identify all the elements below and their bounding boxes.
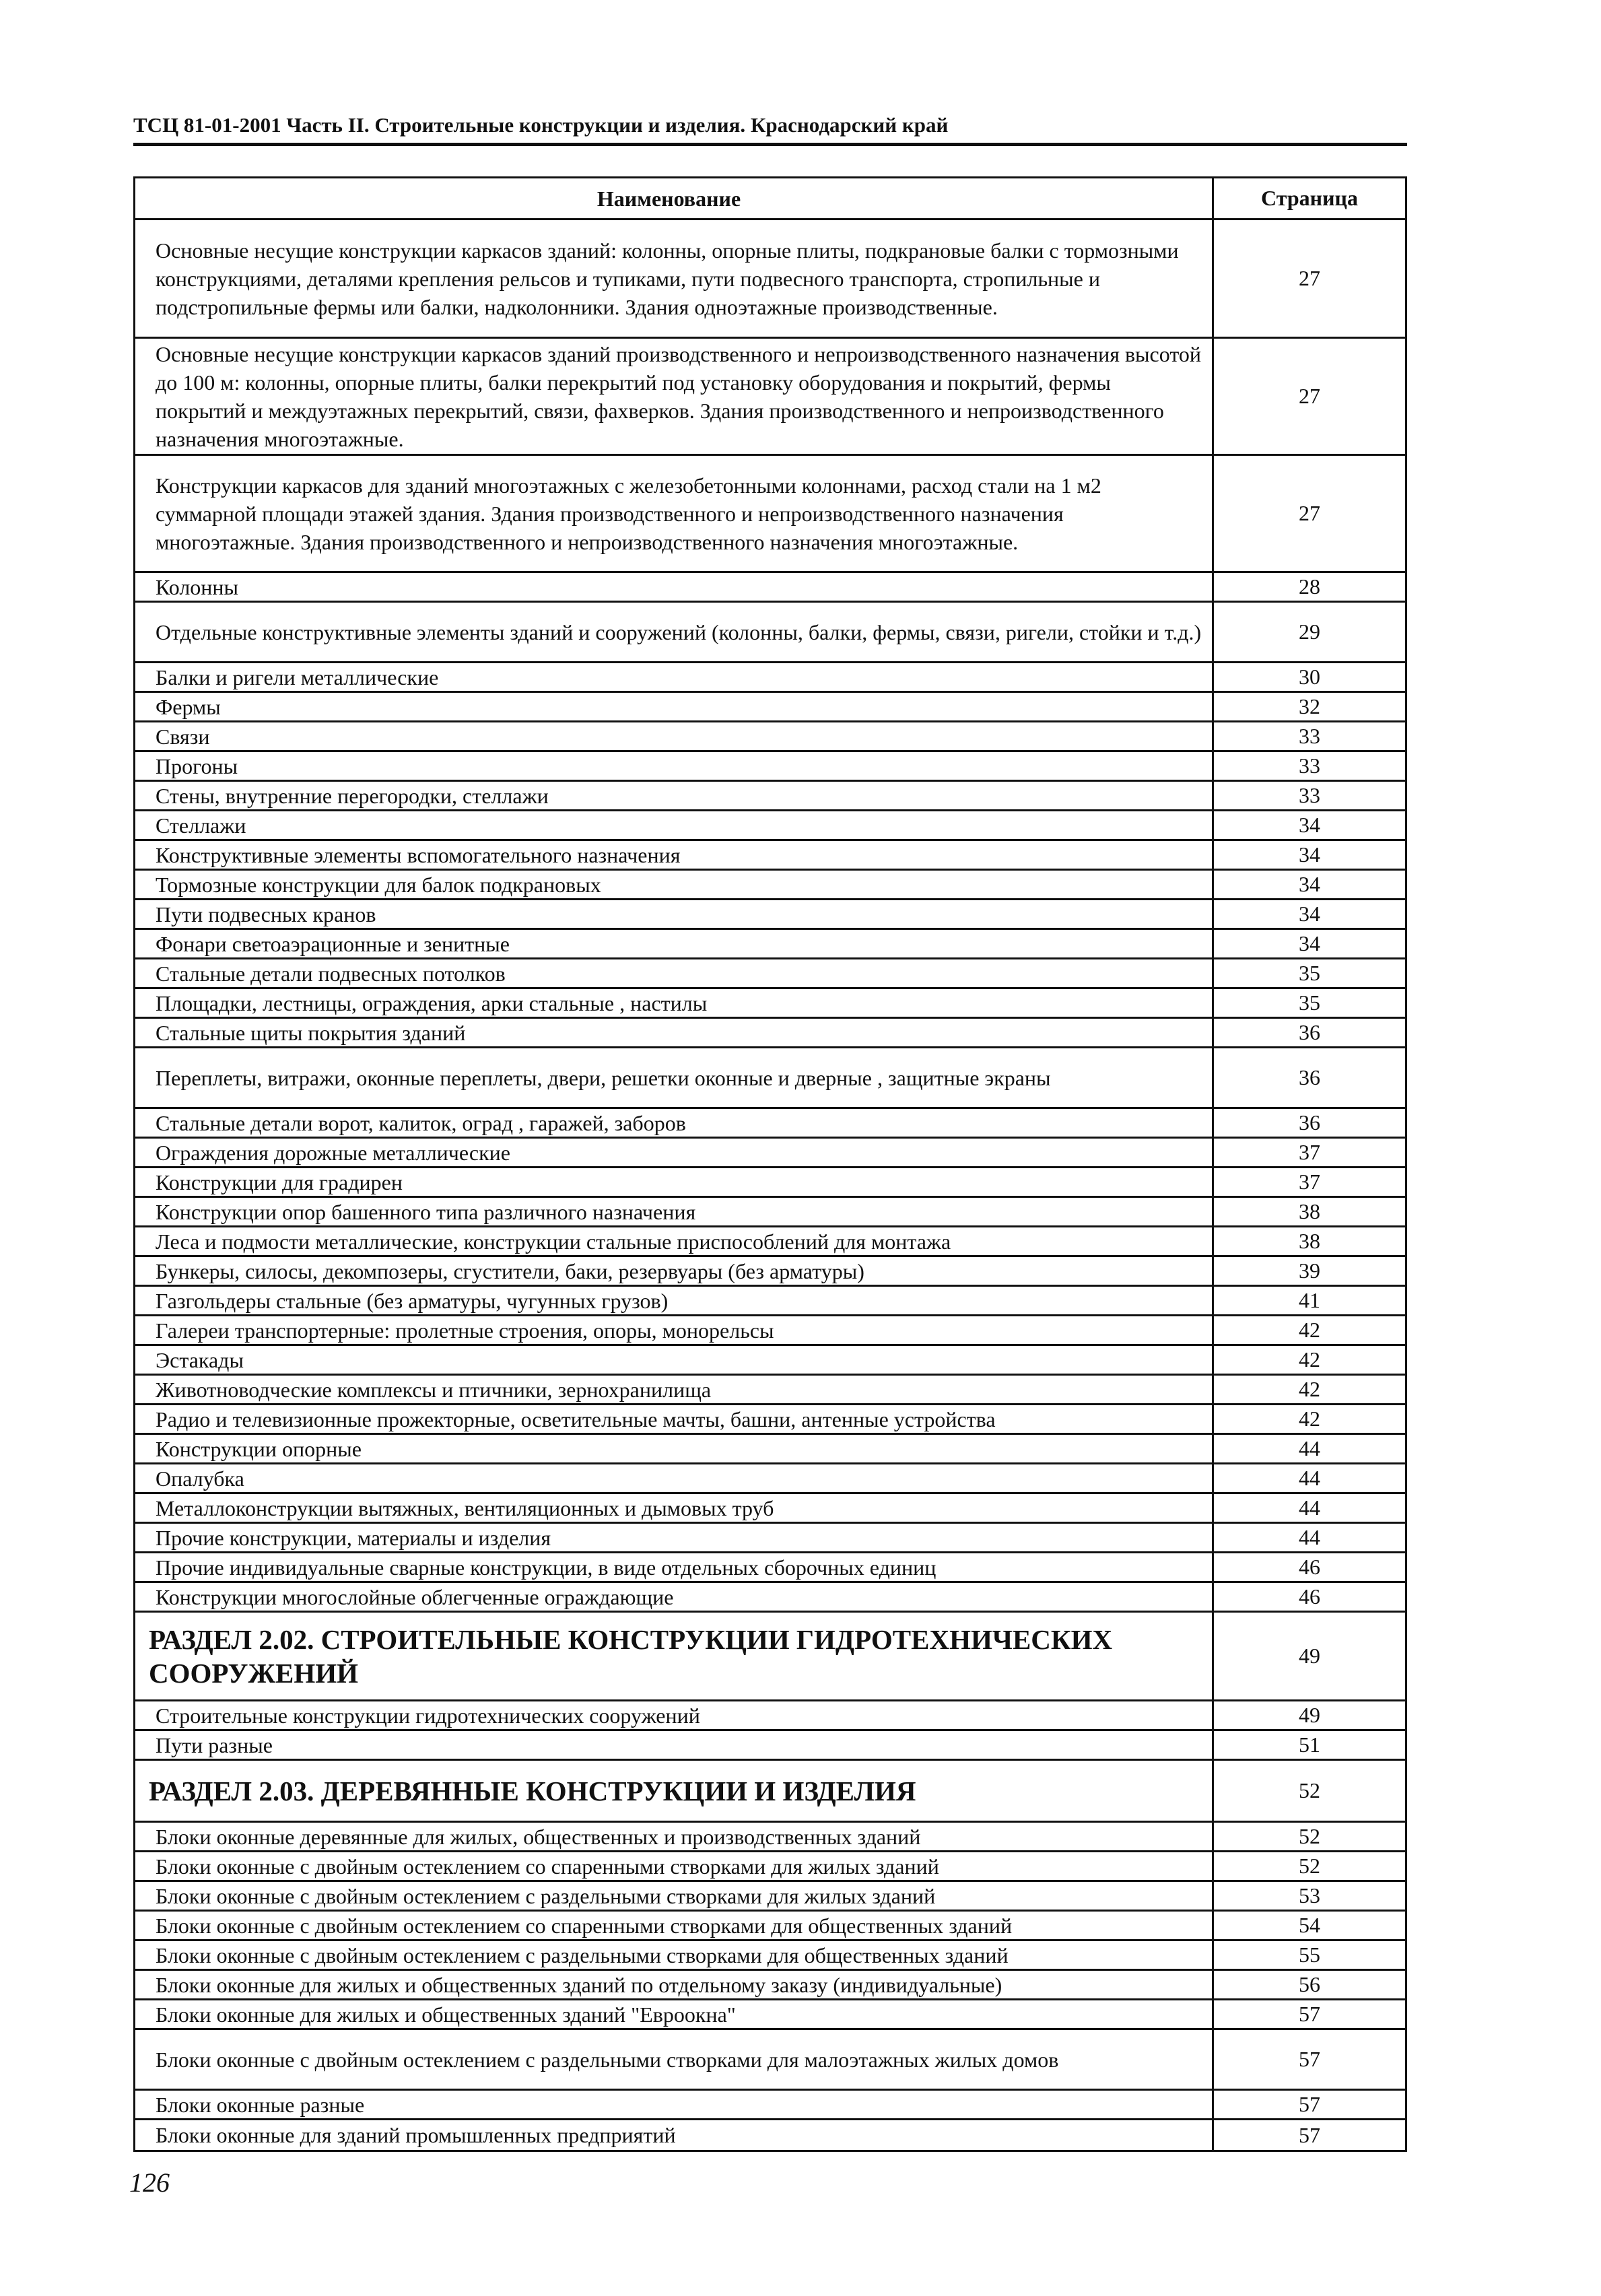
section-heading-row	[135, 1761, 1405, 1823]
entry-page-number: 36	[1299, 1065, 1320, 1089]
table-row	[135, 959, 1405, 989]
table-row	[135, 1198, 1405, 1227]
table-row	[135, 989, 1405, 1019]
entry-page-number: 42	[1299, 1347, 1320, 1372]
entry-page-number: 57	[1299, 2122, 1320, 2147]
entry-name: Колонны	[135, 573, 1214, 601]
entry-page-number: 52	[1299, 1854, 1320, 1878]
entry-name: Строительные конструкции гидротехнических сооружений	[135, 1701, 1214, 1729]
table-row	[135, 1287, 1405, 1316]
entry-page-number: 27	[1299, 266, 1320, 290]
entry-page-number: 30	[1299, 665, 1320, 689]
entry-name: Блоки оконные для жилых и общественных зданий по отдельному заказу (индивидуальные)	[135, 1971, 1214, 1998]
column-header-name: Наименование	[135, 178, 1214, 218]
table-row	[135, 220, 1405, 339]
table-row	[135, 1464, 1405, 1494]
entry-page-number: 37	[1299, 1140, 1320, 1164]
table-row	[135, 1882, 1405, 1912]
entry-name: Радио и телевизионные прожекторные, осветительные мачты, башни, антенные устройства	[135, 1405, 1214, 1433]
entry-name: Конструкции многослойные облегченные ограждающие	[135, 1583, 1214, 1611]
entry-name: Ограждения дорожные металлические	[135, 1139, 1214, 1166]
table-row	[135, 900, 1405, 930]
column-header-page: Страница	[1261, 186, 1358, 210]
table-row	[135, 1823, 1405, 1852]
table-row	[135, 1109, 1405, 1139]
entry-name: Пути разные	[135, 1731, 1214, 1759]
entry-name: Балки и ригели металлические	[135, 663, 1214, 691]
table-row	[135, 2091, 1405, 2120]
table-row	[135, 782, 1405, 811]
entry-page-number: 57	[1299, 2002, 1320, 2026]
table-row	[135, 1019, 1405, 1048]
table-row	[135, 1405, 1405, 1435]
entry-page-number: 34	[1299, 813, 1320, 837]
table-row	[135, 573, 1405, 603]
entry-page-number: 54	[1299, 1913, 1320, 1937]
entry-page-number: 52	[1299, 1778, 1320, 1802]
entry-page-number: 52	[1299, 1824, 1320, 1848]
table-row	[135, 1941, 1405, 1971]
section-title: РАЗДЕЛ 2.03. ДЕРЕВЯННЫЕ КОНСТРУКЦИИ И ИЗДЕЛИЯ	[135, 1761, 1214, 1821]
entry-name: Металлоконструкции вытяжных, вентиляционных и дымовых труб	[135, 1494, 1214, 1522]
table-row	[135, 693, 1405, 722]
entry-page-number: 38	[1299, 1199, 1320, 1223]
table-row	[135, 1227, 1405, 1257]
entry-page-number: 55	[1299, 1943, 1320, 1967]
entry-name: Тормозные конструкции для балок подкрановых	[135, 871, 1214, 898]
entry-page-number: 44	[1299, 1436, 1320, 1460]
entry-page-number: 27	[1299, 384, 1320, 408]
entry-page-number: 34	[1299, 902, 1320, 926]
table-row	[135, 1524, 1405, 1553]
table-row	[135, 811, 1405, 841]
entry-page-number: 57	[1299, 2092, 1320, 2116]
table-header-row	[135, 178, 1405, 220]
entry-name: Блоки оконные для жилых и общественных зданий "Евроокна"	[135, 2000, 1214, 2028]
entry-name: Эстакады	[135, 1346, 1214, 1374]
entry-page-number: 27	[1299, 501, 1320, 525]
table-row	[135, 722, 1405, 752]
entry-page-number: 36	[1299, 1110, 1320, 1135]
entry-name: Переплеты, витражи, оконные переплеты, двери, решетки оконные и дверные , защитные экраны	[135, 1048, 1214, 1107]
entry-page-number: 33	[1299, 753, 1320, 778]
table-row	[135, 1731, 1405, 1761]
page-number: 126	[129, 2167, 170, 2198]
entry-page-number: 39	[1299, 1258, 1320, 1283]
table-row	[135, 1912, 1405, 1941]
entry-page-number: 41	[1299, 1288, 1320, 1312]
entry-name: Конструктивные элементы вспомогательного назначения	[135, 841, 1214, 869]
entry-name: Прочие конструкции, материалы и изделия	[135, 1524, 1214, 1551]
entry-name: Стены, внутренние перегородки, стеллажи	[135, 782, 1214, 809]
table-row	[135, 2030, 1405, 2091]
entry-name: Конструкции опорные	[135, 1435, 1214, 1462]
entry-name: Блоки оконные с двойным остеклением со спаренными створками для жилых зданий	[135, 1852, 1214, 1880]
entry-name: Конструкции для градирен	[135, 1168, 1214, 1196]
entry-name: Стальные детали подвесных потолков	[135, 959, 1214, 987]
entry-page-number: 28	[1299, 574, 1320, 599]
entry-page-number: 34	[1299, 931, 1320, 955]
running-header: ТСЦ 81-01-2001 Часть II. Строительные конструкции и изделия. Краснодарский край	[133, 113, 949, 137]
entry-page-number: 29	[1299, 619, 1320, 644]
table-row	[135, 752, 1405, 782]
entry-name: Стеллажи	[135, 811, 1214, 839]
entry-name: Блоки оконные для зданий промышленных предприятий	[135, 2120, 1214, 2150]
entry-page-number: 42	[1299, 1318, 1320, 1342]
section-heading-row	[135, 1613, 1405, 1701]
entry-name: Конструкции опор башенного типа различного назначения	[135, 1198, 1214, 1225]
table-row	[135, 1971, 1405, 2000]
entry-name: Стальные щиты покрытия зданий	[135, 1019, 1214, 1046]
entry-page-number: 46	[1299, 1584, 1320, 1609]
entry-name: Леса и подмости металлические, конструкции стальные приспособлений для монтажа	[135, 1227, 1214, 1255]
entry-page-number: 49	[1299, 1644, 1320, 1668]
entry-page-number: 36	[1299, 1020, 1320, 1044]
entry-name: Животноводческие комплексы и птичники, зернохранилища	[135, 1376, 1214, 1403]
entry-name: Галереи транспортерные: пролетные строения, опоры, монорельсы	[135, 1316, 1214, 1344]
entry-name: Пути подвесных кранов	[135, 900, 1214, 928]
entry-page-number: 44	[1299, 1525, 1320, 1549]
table-row	[135, 339, 1405, 456]
entry-page-number: 53	[1299, 1883, 1320, 1907]
entry-page-number: 32	[1299, 694, 1320, 718]
entry-name: Связи	[135, 722, 1214, 750]
table-row	[135, 1139, 1405, 1168]
entry-name: Бункеры, силосы, декомпозеры, сгустители, баки, резервуары (без арматуры)	[135, 1257, 1214, 1285]
table-row	[135, 1852, 1405, 1882]
entry-page-number: 37	[1299, 1170, 1320, 1194]
entry-page-number: 44	[1299, 1495, 1320, 1520]
entry-page-number: 56	[1299, 1972, 1320, 1996]
entry-page-number: 42	[1299, 1407, 1320, 1431]
entry-name: Прочие индивидуальные сварные конструкции, в виде отдельных сборочных единиц	[135, 1553, 1214, 1581]
entry-name: Стальные детали ворот, калиток, оград , гаражей, заборов	[135, 1109, 1214, 1137]
table-row	[135, 871, 1405, 900]
table-row	[135, 1701, 1405, 1731]
entry-name: Площадки, лестницы, ограждения, арки стальные , настилы	[135, 989, 1214, 1017]
entry-page-number: 33	[1299, 783, 1320, 807]
entry-name: Блоки оконные деревянные для жилых, общественных и производственных зданий	[135, 1823, 1214, 1850]
entry-name: Блоки оконные с двойным остеклением с раздельными створками для общественных зданий	[135, 1941, 1214, 1969]
table-row	[135, 456, 1405, 573]
table-row	[135, 1048, 1405, 1109]
header-rule	[133, 143, 1407, 146]
table-row	[135, 1346, 1405, 1376]
entry-page-number: 46	[1299, 1555, 1320, 1579]
table-row	[135, 2000, 1405, 2030]
entry-name: Блоки оконные разные	[135, 2091, 1214, 2118]
table-row	[135, 841, 1405, 871]
entry-page-number: 57	[1299, 2047, 1320, 2071]
entry-page-number: 49	[1299, 1703, 1320, 1727]
table-row	[135, 663, 1405, 693]
table-row	[135, 1257, 1405, 1287]
entry-name: Фермы	[135, 693, 1214, 720]
entry-name: Основные несущие конструкции каркасов зданий производственного и непроизводственного назначения высотой до 100 м: колонны, опорные плиты, балки перекрытий под установку оборудования и покрытий, фермы покрытий и междуэтажных перекрытий, связи, фахверков. Здания производственного и непроизводственного назначения многоэтажные.	[135, 339, 1214, 454]
contents-table	[133, 176, 1407, 2152]
entry-page-number: 44	[1299, 1466, 1320, 1490]
entry-name: Фонари светоаэрационные и зенитные	[135, 930, 1214, 957]
table-row	[135, 930, 1405, 959]
table-row	[135, 1435, 1405, 1464]
table-row	[135, 1316, 1405, 1346]
table-row	[135, 2120, 1405, 2150]
table-row	[135, 1494, 1405, 1524]
entry-page-number: 38	[1299, 1229, 1320, 1253]
entry-name: Блоки оконные с двойным остеклением с раздельными створками для малоэтажных жилых домов	[135, 2030, 1214, 2089]
entry-page-number: 35	[1299, 961, 1320, 985]
entry-name: Основные несущие конструкции каркасов зданий: колонны, опорные плиты, подкрановые балки с тормозными конструкциями, деталями крепления рельсов и тупиками, пути подвесного транспорта, стропильные и подстропильные фермы или балки, надколонники. Здания одноэтажные производственные.	[135, 220, 1214, 337]
entry-page-number: 35	[1299, 990, 1320, 1015]
table-row	[135, 1583, 1405, 1613]
entry-page-number: 42	[1299, 1377, 1320, 1401]
entry-page-number: 33	[1299, 724, 1320, 748]
entry-page-number: 34	[1299, 872, 1320, 896]
section-title: РАЗДЕЛ 2.02. СТРОИТЕЛЬНЫЕ КОНСТРУКЦИИ ГИДРОТЕХНИЧЕСКИХ СООРУЖЕНИЙ	[135, 1613, 1214, 1699]
entry-name: Прогоны	[135, 752, 1214, 780]
entry-page-number: 34	[1299, 842, 1320, 867]
entry-name: Блоки оконные с двойным остеклением с раздельными створками для жилых зданий	[135, 1882, 1214, 1910]
entry-name: Конструкции каркасов для зданий многоэтажных с железобетонными колоннами, расход стали на 1 м2 суммарной площади этажей здания. Здания производственного и непроизводственного назначения многоэтажные. Здания производственного и непроизводственного назначения многоэтажные.	[135, 456, 1214, 571]
table-row	[135, 603, 1405, 663]
entry-name: Блоки оконные с двойным остеклением со спаренными створками для общественных зданий	[135, 1912, 1214, 1939]
entry-page-number: 51	[1299, 1732, 1320, 1757]
entry-name: Газгольдеры стальные (без арматуры, чугунных грузов)	[135, 1287, 1214, 1314]
table-row	[135, 1376, 1405, 1405]
entry-name: Отдельные конструктивные элементы зданий и сооружений (колонны, балки, фермы, связи, ригели, стойки и т.д.)	[135, 603, 1214, 661]
entry-name: Опалубка	[135, 1464, 1214, 1492]
table-row	[135, 1553, 1405, 1583]
table-row	[135, 1168, 1405, 1198]
